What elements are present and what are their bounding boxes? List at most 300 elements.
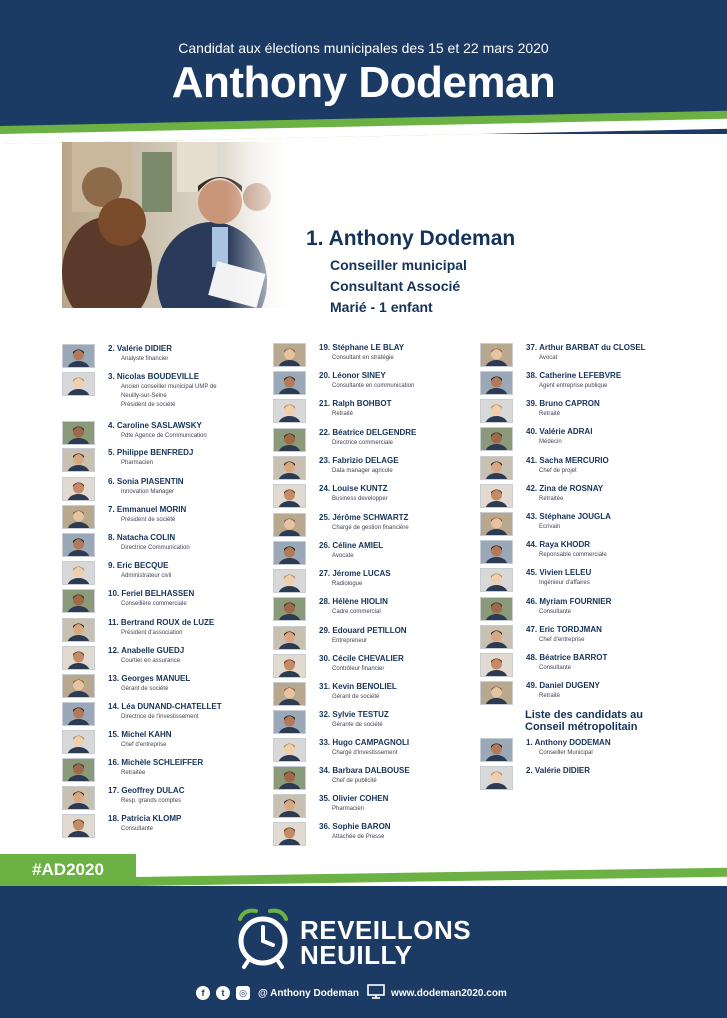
candidate-photo: [273, 794, 306, 818]
candidate-name: [319, 569, 391, 578]
candidate-fullname: Patricia KLOMP: [121, 814, 182, 823]
candidate-occupation: [332, 749, 398, 758]
candidate-number: 23.: [319, 456, 331, 465]
occupation-line: Retraitée: [121, 770, 146, 776]
candidate-photo: [480, 371, 513, 395]
candidate-photo: [480, 738, 513, 762]
candidate-fullname: Zina de ROSNAY: [539, 484, 604, 493]
occupation-line: Directrice de l'investissement: [121, 714, 199, 720]
candidate-number: 21.: [319, 399, 331, 408]
candidate-number: 26.: [319, 541, 331, 550]
candidate-name: [319, 513, 408, 522]
candidate-number: 31.: [319, 682, 331, 691]
candidate-number: 10.: [108, 589, 120, 598]
candidate-photo: [480, 653, 513, 677]
occupation-line: Directrice commerciale: [332, 440, 394, 446]
candidate-name: [526, 653, 607, 662]
candidate-number: 2.: [526, 766, 533, 775]
metropolitan-title-line: Conseil métropolitain: [525, 721, 638, 733]
occupation-line: Chargé de gestion financière: [332, 525, 409, 531]
candidate-photo: [62, 786, 95, 810]
candidate-occupation: [332, 552, 354, 561]
candidate-number: 4.: [108, 421, 115, 430]
candidate-name: [108, 372, 199, 381]
candidate-photo: [273, 766, 306, 790]
instagram-icon[interactable]: ◎: [236, 986, 250, 1000]
occupation-line: Président de société: [121, 402, 176, 408]
candidate-occupation: [121, 825, 153, 834]
occupation-line: Médecin: [539, 439, 562, 445]
candidate-number: 19.: [319, 343, 331, 352]
candidate-name: [526, 766, 590, 775]
candidate-photo: [273, 456, 306, 480]
occupation-line: Chef de publicité: [332, 778, 377, 784]
head-role: Conseiller municipal: [330, 257, 467, 273]
candidate-photo: [62, 814, 95, 838]
candidate-photo-image: [274, 767, 305, 789]
candidate-name: [108, 477, 184, 486]
candidate-number: 45.: [526, 568, 538, 577]
candidate-name: [319, 428, 416, 437]
candidate-name: [319, 738, 409, 747]
candidate-photo-image: [274, 429, 305, 451]
candidate-name: [319, 484, 387, 493]
candidate-fullname: Ralph BOHBOT: [332, 399, 392, 408]
candidate-photo-image: [481, 598, 512, 620]
candidate-photo-image: [63, 534, 94, 556]
candidate-photo: [62, 533, 95, 557]
occupation-line: Ecrivain: [539, 524, 561, 530]
candidate-occupation: [121, 383, 217, 410]
occupation-line: Radiologue: [332, 581, 363, 587]
candidate-number: 44.: [526, 540, 538, 549]
website-link[interactable]: www.dodeman2020.com: [391, 987, 507, 999]
candidate-number: 46.: [526, 597, 538, 606]
candidate-number: 2.: [108, 344, 115, 353]
candidate-fullname: Bruno CAPRON: [539, 399, 600, 408]
candidate-name: [319, 626, 407, 635]
candidate-fullname: Arthur BARBAT du CLOSEL: [539, 343, 646, 352]
candidate-photo: [273, 484, 306, 508]
candidate-name: [108, 421, 202, 430]
twitter-icon[interactable]: t: [216, 986, 230, 1000]
campaign-photo: [62, 142, 298, 308]
occupation-line: Directrice Communication: [121, 545, 190, 551]
occupation-line: Gérant de société: [332, 694, 380, 700]
candidate-fullname: Bertrand ROUX de LUZE: [120, 618, 215, 627]
candidate-occupation: [332, 777, 377, 786]
candidate-number: 39.: [526, 399, 538, 408]
brand-line-2: NEUILLY: [300, 940, 413, 970]
candidate-name: [108, 758, 203, 767]
candidate-photo-image: [63, 731, 94, 753]
candidate-photo-image: [481, 428, 512, 450]
candidate-number: 8.: [108, 533, 115, 542]
candidate-occupation: [539, 608, 571, 617]
occupation-line: Business developper: [332, 496, 388, 502]
candidate-photo-image: [274, 598, 305, 620]
candidate-photo: [480, 456, 513, 480]
candidate-fullname: Eric TORDJMAN: [539, 625, 602, 634]
candidate-fullname: Céline AMIEL: [332, 541, 384, 550]
occupation-line: Administrateur civil: [121, 573, 172, 579]
candidate-number: 7.: [108, 505, 115, 514]
candidate-photo-image: [63, 478, 94, 500]
occupation-line: Chargé d'investissement: [332, 750, 398, 756]
candidate-photo: [273, 738, 306, 762]
candidate-name: [526, 681, 600, 690]
candidate-number: 35.: [319, 794, 331, 803]
monitor-icon: [367, 984, 385, 1002]
occupation-line: Pdte Agence de Communication: [121, 433, 207, 439]
candidate-occupation: [332, 524, 409, 533]
candidate-occupation: [121, 432, 207, 441]
candidate-photo: [62, 448, 95, 472]
candidate-fullname: Jérome LUCAS: [332, 569, 391, 578]
candidate-occupation: [539, 467, 577, 476]
candidate-photo: [273, 541, 306, 565]
candidate-fullname: Léonor SINEY: [332, 371, 386, 380]
occupation-line: Cadre commercial: [332, 609, 381, 615]
candidate-occupation: [121, 685, 168, 694]
candidate-number: 13.: [108, 674, 120, 683]
occupation-line: Reponsable commerciale: [539, 552, 607, 558]
candidate-fullname: Vivien LELEU: [539, 568, 592, 577]
occupation-line: Analyste financier: [121, 356, 169, 362]
candidate-photo-image: [481, 344, 512, 366]
candidate-occupation: [539, 354, 557, 363]
candidate-photo-image: [481, 513, 512, 535]
social-bar: [196, 985, 507, 1001]
metropolitan-title: [525, 709, 643, 733]
occupation-line: Conseiller Municipal: [539, 750, 593, 756]
candidate-fullname: Barbara DALBOUSE: [332, 766, 410, 775]
candidate-photo: [62, 477, 95, 501]
candidate-number: 36.: [319, 822, 331, 831]
candidate-photo-image: [481, 400, 512, 422]
candidate-name: [108, 786, 184, 795]
occupation-line: Consultant en stratégie: [332, 355, 394, 361]
candidate-name: [319, 822, 391, 831]
candidate-occupation: [332, 580, 362, 589]
footer-stripe: [136, 868, 727, 886]
candidate-photo: [273, 710, 306, 734]
candidate-occupation: [121, 657, 180, 666]
candidate-photo: [62, 589, 95, 613]
candidate-photo-image: [274, 627, 305, 649]
candidate-fullname: Jérôme SCHWARTZ: [332, 513, 409, 522]
candidate-number: 42.: [526, 484, 538, 493]
candidate-photo: [62, 421, 95, 445]
social-handle[interactable]: @ Anthony Dodeman: [258, 987, 360, 999]
candidate-photo: [480, 512, 513, 536]
candidate-fullname: Kevin BENOLIEL: [332, 682, 397, 691]
alarm-clock-logo-icon: [230, 905, 296, 976]
occupation-line: Neuilly-sur-Seine: [121, 393, 167, 399]
candidate-photo-image: [481, 569, 512, 591]
candidate-number: 14.: [108, 702, 120, 711]
candidate-number: 32.: [319, 710, 331, 719]
candidate-fullname: Catherine LEFEBVRE: [539, 371, 622, 380]
candidate-photo: [62, 505, 95, 529]
candidate-photo: [62, 372, 95, 396]
candidate-number: 28.: [319, 597, 331, 606]
candidate-name: [526, 427, 592, 436]
candidate-photo-image: [63, 422, 94, 444]
candidate-fullname: Béatrice DELGENDRE: [332, 428, 417, 437]
candidate-number: 3.: [108, 372, 115, 381]
candidate-occupation: [121, 713, 199, 722]
candidate-fullname: Eric BECQUE: [116, 561, 169, 570]
candidate-occupation: [539, 636, 585, 645]
candidate-occupation: [539, 438, 562, 447]
candidate-fullname: Louise KUNTZ: [332, 484, 388, 493]
occupation-line: Retraité: [332, 411, 354, 417]
occupation-line: Ingénieur d'affaires: [539, 580, 590, 586]
candidate-occupation: [539, 410, 560, 419]
candidate-fullname: Hélène HIOLIN: [332, 597, 388, 606]
candidate-photo: [480, 597, 513, 621]
candidate-photo-image: [274, 655, 305, 677]
occupation-line: Consultante: [539, 609, 572, 615]
occupation-line: Gérante de société: [332, 722, 383, 728]
candidate-photo: [273, 626, 306, 650]
candidate-photo-image: [274, 795, 305, 817]
candidate-occupation: [539, 382, 607, 391]
occupation-line: Chef d'entreprise: [539, 637, 585, 643]
candidate-number: 40.: [526, 427, 538, 436]
occupation-line: Gérant de société: [121, 686, 169, 692]
candidate-number: 5.: [108, 448, 115, 457]
candidate-name: [108, 448, 193, 457]
candidate-photo: [480, 681, 513, 705]
candidate-name: [108, 533, 175, 542]
candidate-occupation: [332, 833, 384, 842]
occupation-line: Avocat: [539, 355, 558, 361]
candidate-name: [319, 541, 383, 550]
candidate-occupation: [539, 749, 593, 758]
candidate-photo-image: [63, 675, 94, 697]
candidate-name: [319, 456, 399, 465]
facebook-icon[interactable]: f: [196, 986, 210, 1000]
candidate-name: [108, 589, 194, 598]
occupation-line: Attachée de Presse: [332, 834, 385, 840]
candidate-occupation: [332, 410, 353, 419]
candidate-photo-image: [481, 457, 512, 479]
candidate-name: [319, 794, 388, 803]
candidate-photo: [480, 484, 513, 508]
candidate-number: 30.: [319, 654, 331, 663]
candidate-name: [526, 568, 591, 577]
candidate-photo: [480, 766, 513, 790]
occupation-line: Retraité: [539, 411, 561, 417]
candidate-photo: [273, 569, 306, 593]
candidate-fullname: Sophie BARON: [332, 822, 391, 831]
candidate-photo-image: [63, 373, 94, 395]
candidate-photo: [273, 371, 306, 395]
candidate-fullname: Stéphane LE BLAY: [332, 343, 405, 352]
candidate-fullname: Anabelle GUEDJ: [121, 646, 185, 655]
occupation-line: Retraitée: [539, 496, 564, 502]
candidate-photo-image: [274, 711, 305, 733]
candidate-name: [526, 399, 600, 408]
head-profession: Consultant Associé: [330, 278, 461, 294]
candidate-name: [319, 399, 391, 408]
candidate-photo-image: [274, 485, 305, 507]
occupation-line: Président d'association: [121, 630, 183, 636]
candidate-fullname: Léa DUNAND-CHATELLET: [121, 702, 222, 711]
candidate-photo: [62, 344, 95, 368]
occupation-line: Président de société: [121, 517, 176, 523]
candidate-name: [108, 674, 190, 683]
candidate-photo: [62, 618, 95, 642]
brand-line-1: REVEILLONS: [300, 915, 472, 945]
candidate-photo: [62, 561, 95, 585]
candidate-occupation: [539, 664, 571, 673]
candidate-occupation: [332, 495, 388, 504]
candidate-name: [319, 654, 404, 663]
candidate-number: 29.: [319, 626, 331, 635]
candidate-photo: [273, 343, 306, 367]
candidate-photo: [273, 682, 306, 706]
candidate-fullname: Geoffrey DULAC: [121, 786, 185, 795]
candidate-occupation: [121, 516, 175, 525]
candidate-photo-image: [274, 739, 305, 761]
candidate-photo: [62, 674, 95, 698]
candidate-occupation: [332, 805, 364, 814]
candidate-name: [108, 618, 214, 627]
candidate-number: 1.: [526, 738, 533, 747]
candidate-photo-image: [63, 590, 94, 612]
candidate-fullname: Hugo CAMPAGNOLI: [332, 738, 410, 747]
candidate-photo-image: [63, 759, 94, 781]
occupation-line: Data manager agricole: [332, 468, 393, 474]
candidate-name: [526, 512, 611, 521]
candidate-fullname: Sylvie TESTUZ: [332, 710, 389, 719]
candidate-number: 49.: [526, 681, 538, 690]
candidate-number: 27.: [319, 569, 331, 578]
candidate-number: 48.: [526, 653, 538, 662]
candidate-occupation: [539, 495, 563, 504]
candidate-number: 34.: [319, 766, 331, 775]
candidate-photo-image: [63, 647, 94, 669]
candidate-occupation: [332, 721, 383, 730]
candidate-photo-image: [63, 562, 94, 584]
occupation-line: Consultante: [121, 826, 154, 832]
occupation-line: Chef d'entreprise: [121, 742, 167, 748]
head-family: Marié - 1 enfant: [330, 299, 433, 315]
occupation-line: Contrôleur financier: [332, 666, 385, 672]
candidate-number: 20.: [319, 371, 331, 380]
candidate-name: [108, 505, 186, 514]
candidate-fullname: Nicolas BOUDEVILLE: [116, 372, 200, 381]
candidate-name: [319, 682, 397, 691]
occupation-line: Pharmacien: [121, 460, 154, 466]
candidate-fullname: Michèle SCHLEIFFER: [121, 758, 204, 767]
candidate-occupation: [332, 382, 414, 391]
candidate-photo: [273, 428, 306, 452]
election-subtitle: Candidat aux élections municipales des 15 et 22 mars 2020: [178, 40, 549, 56]
candidate-photo-image: [481, 372, 512, 394]
candidate-photo: [480, 343, 513, 367]
candidate-photo: [273, 654, 306, 678]
candidate-occupation: [539, 523, 560, 532]
candidate-name: [319, 343, 404, 352]
candidate-fullname: Olivier COHEN: [332, 794, 389, 803]
candidate-photo: [480, 540, 513, 564]
candidate-photo-image: [274, 514, 305, 536]
candidate-photo-image: [63, 345, 94, 367]
occupation-line: Innovation Manager: [121, 489, 175, 495]
candidate-fullname: Raya KHODR: [539, 540, 591, 549]
candidate-number: 9.: [108, 561, 115, 570]
candidate-photo-image: [63, 506, 94, 528]
candidate-number: 11.: [108, 618, 119, 627]
candidate-occupation: [121, 797, 181, 806]
occupation-line: Chef de projet: [539, 468, 577, 474]
candidate-fullname: Stéphane JOUGLA: [539, 512, 611, 521]
candidate-number: 15.: [108, 730, 120, 739]
candidate-photo-image: [274, 542, 305, 564]
candidate-occupation: [539, 579, 590, 588]
candidate-photo-image: [481, 682, 512, 704]
candidate-occupation: [332, 637, 367, 646]
candidate-name: [108, 702, 222, 711]
candidate-occupation: [121, 769, 145, 778]
candidate-fullname: Anthony DODEMAN: [534, 738, 611, 747]
candidate-photo-image: [274, 344, 305, 366]
candidate-fullname: Edouard PETILLON: [332, 626, 407, 635]
candidate-photo-image: [274, 457, 305, 479]
candidate-occupation: [121, 600, 187, 609]
candidate-photo-image: [274, 683, 305, 705]
candidate-fullname: Daniel DUGENY: [539, 681, 600, 690]
candidate-photo: [480, 625, 513, 649]
candidate-photo: [480, 427, 513, 451]
candidate-occupation: [332, 665, 384, 674]
candidate-fullname: Feriel BELHASSEN: [121, 589, 195, 598]
candidate-name: [526, 371, 621, 380]
candidate-photo: [273, 399, 306, 423]
occupation-line: Avocate: [332, 553, 354, 559]
occupation-line: Conseillère commerciale: [121, 601, 187, 607]
candidate-number: 18.: [108, 814, 120, 823]
candidate-fullname: Myriam FOURNIER: [539, 597, 612, 606]
metropolitan-title-line: Liste des candidats au: [525, 709, 643, 721]
candidate-headline: Anthony Dodeman: [171, 58, 556, 107]
candidate-number: 6.: [108, 477, 115, 486]
candidate-occupation: [332, 608, 381, 617]
candidate-photo: [62, 646, 95, 670]
candidate-photo-image: [63, 703, 94, 725]
candidate-photo: [62, 730, 95, 754]
candidate-name: [526, 484, 603, 493]
candidate-name: [319, 710, 389, 719]
candidate-photo: [62, 758, 95, 782]
candidate-name: [526, 343, 646, 352]
candidate-number: 33.: [319, 738, 331, 747]
candidate-name: [108, 814, 181, 823]
candidate-name: [526, 540, 590, 549]
candidate-fullname: Philippe BENFREDJ: [116, 448, 194, 457]
candidate-occupation: [121, 741, 167, 750]
candidate-number: 43.: [526, 512, 538, 521]
candidate-occupation: [121, 629, 183, 638]
candidate-photo-image: [63, 619, 94, 641]
candidate-name: [108, 730, 172, 739]
candidate-occupation: [332, 693, 379, 702]
candidate-photo-image: [481, 485, 512, 507]
